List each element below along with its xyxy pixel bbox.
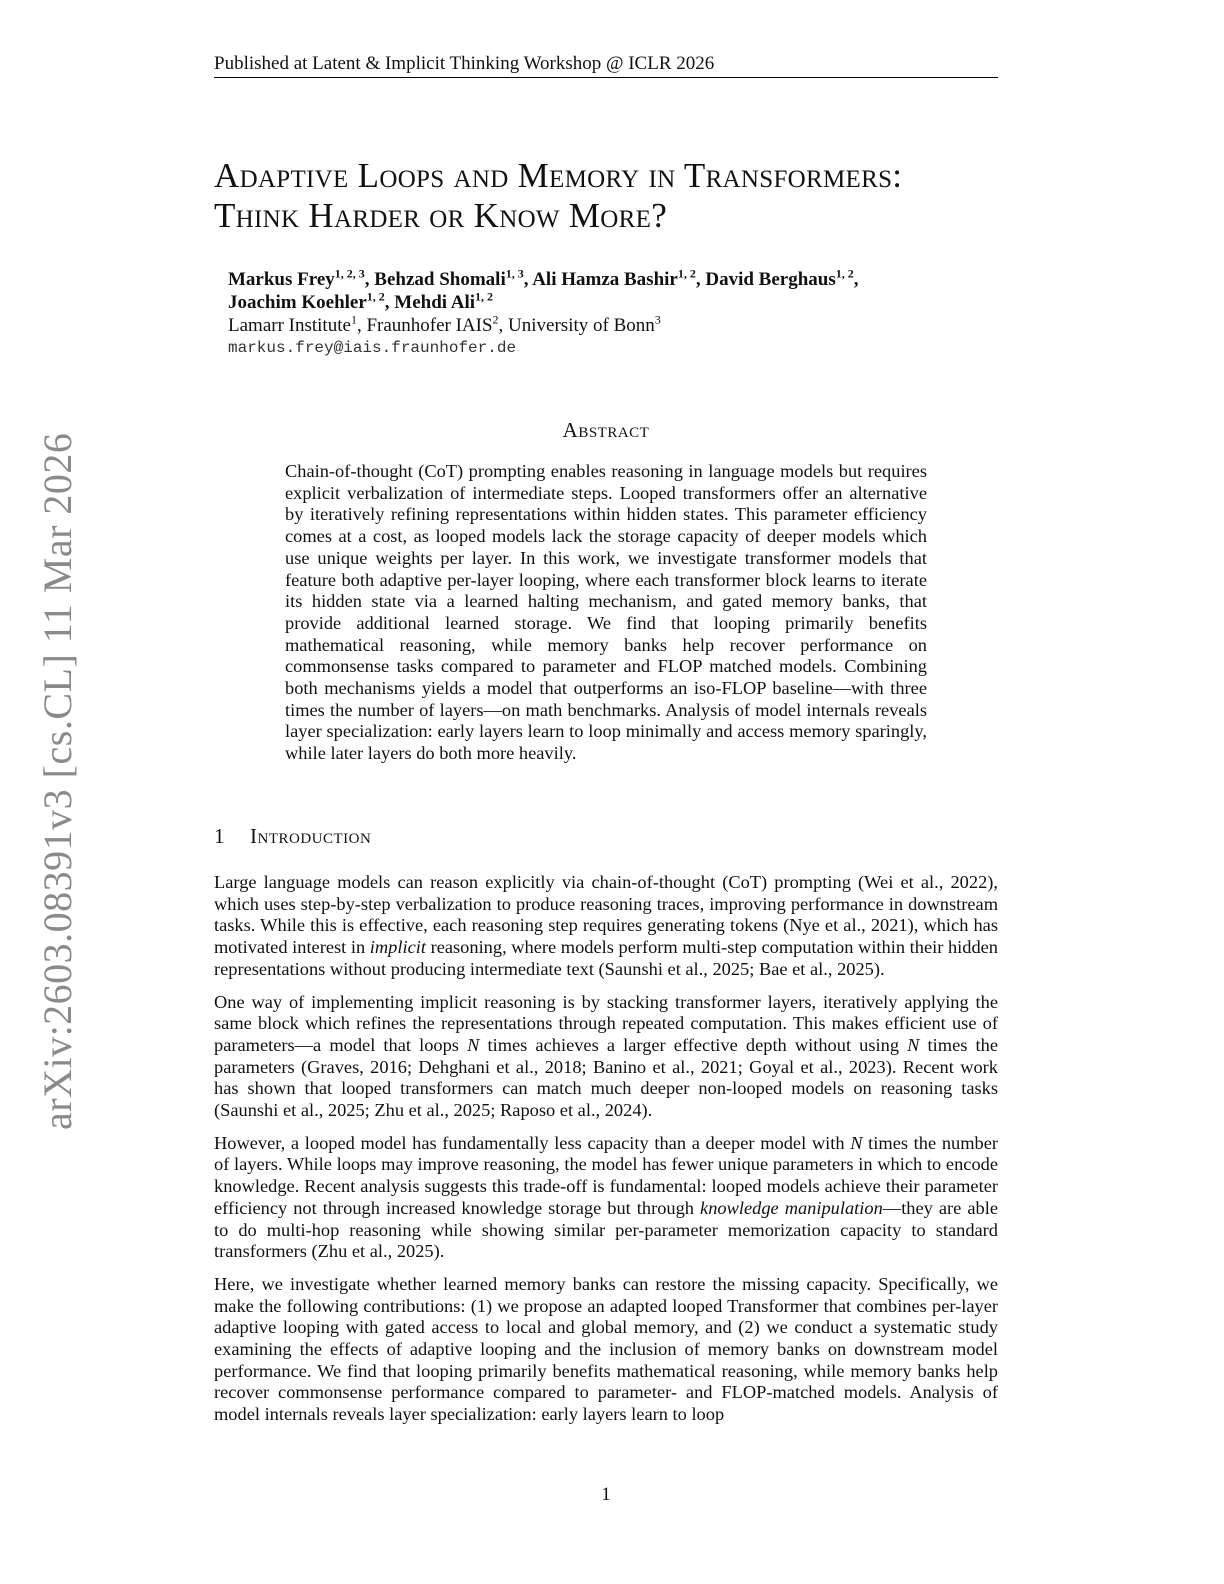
author-affil-mark: 1, 2, 3 — [334, 266, 365, 281]
section-number: 1 — [214, 824, 225, 848]
affiliation: Fraunhofer IAIS — [366, 315, 493, 336]
paragraph-text: —they are able to do multi-hop reasoning while showing similar per-parameter memorization capacity to standard transformers (Zhu et al., 2025). — [214, 1197, 998, 1262]
paragraph-text: times the parameters (Graves, 2016; Dehghani et al., 2018; Banino et al., 2021; Goyal et al., 2023). Recent work has shown that looped transformers can match much deeper non-looped models on reasoning tasks (Saunshi et al., 2025; Zhu et al., 2025; Raposo et al., 2024). — [214, 1034, 998, 1121]
section-heading — [214, 824, 998, 849]
title-line-1: Adaptive Loops and Memory in Transformers: — [214, 156, 903, 195]
author-affil-mark: 1, 2 — [475, 289, 494, 304]
affiliation-mark: 3 — [654, 312, 661, 327]
paragraph-text: However, a looped model has fundamentally less capacity than a deeper model with — [214, 1132, 851, 1153]
math-symbol: N — [850, 1132, 863, 1153]
affiliation-mark: 1 — [350, 312, 357, 327]
author-name: David Berghaus — [705, 269, 836, 290]
paragraph-text: One way of implementing implicit reasoning is by stacking transformer layers, iteratively applying the same block which refines the representations through repeated computation. This makes efficient use of parameters—a model that loops — [214, 991, 998, 1055]
author-affil-mark: 1, 2 — [835, 266, 854, 281]
affiliation-mark: 2 — [492, 312, 499, 327]
paragraph-text: reasoning, where models perform multi-step computation within their hidden representations without producing intermediate text (Saunshi et al., 2025; Bae et al., 2025). — [214, 937, 998, 979]
paragraph — [214, 992, 998, 1122]
emphasis: implicit — [369, 937, 426, 958]
author-name: Ali Hamza Bashir — [532, 269, 678, 290]
running-header: Published at Latent & Implicit Thinking Workshop @ ICLR 2026 — [214, 53, 998, 78]
paragraph-text: Large language models can reason explicitly via chain-of-thought (CoT) prompting (Wei et al., 2022), which uses step-by-step verbalization to produce reasoning traces, improving performance in downstream tasks. While this is effective, each reasoning step requires generating tokens (Nye et al., 2021), which has motivated interest in — [214, 872, 998, 958]
author-names: Markus Frey$^{1, 2, 3}$, Behzad Shomali$^{1, 3}$, Ali Hamza Bashir$^{1, 2}$, David Berghaus$^{1, 2}$, Joachim Koehler$^{1, 2}$, Mehdi Ali$^{1, 2}$ — [228, 266, 859, 313]
author-name: Behzad Shomali — [374, 269, 506, 290]
affiliation: Lamarr Institute — [228, 315, 351, 336]
page-number: 1 — [601, 1484, 611, 1505]
paragraph-text: times the number of layers. While loops may improve reasoning, the model has fewer unique parameters in which to encode knowledge. Recent analysis suggests this trade-off is fundamental: looped models achieve their parameter efficiency not through increased knowledge storage but through — [214, 1132, 998, 1218]
paper-title — [214, 156, 1014, 236]
paragraph: Here, we investigate whether learned memory banks can restore the missing capacity. Specifically, we make the following contributions: (1) we propose an adapted looped Transformer that combines per-layer adaptive looping with gated access to local and global memory, and (2) we conduct a systematic study examining the effects of adaptive looping and the inclusion of memory banks on downstream model performance. We find that looping primarily benefits mathematical reasoning, while memory banks help recover commonsense performance compared to parameter- and FLOP-matched models. Analysis of model internals reveals layer specialization: early layers learn to loop — [214, 1273, 998, 1425]
author-block — [228, 268, 1008, 360]
author-affil-mark: 1, 3 — [505, 266, 524, 281]
abstract-text: Chain-of-thought (CoT) prompting enables reasoning in language models but requires explicit verbalization of intermediate steps. Looped transformers offer an alternative by iteratively refining representations within hidden states. This parameter efficiency comes at a cost, as looped models lack the storage capacity of deeper models which use unique weights per layer. In this work, we investigate transformer models that feature both adaptive per-layer looping, where each transformer block learns to iterate its hidden state via a learned halting mechanism, and gated memory banks, that provide additional learned storage. We find that looping primarily benefits mathematical reasoning, while memory banks help recover performance on commonsense tasks compared to parameter and FLOP matched models. Combining both mechanisms yields a model that outperforms an iso-FLOP baseline—with three times the number of layers—on math benchmarks. Analysis of model internals reveals layer specialization: early layers learn to loop minimally and access memory sparingly, while later layers do both more heavily. — [285, 461, 927, 764]
emphasis: knowledge manipulation — [700, 1197, 883, 1218]
title-line-2: Think Harder or Know More? — [214, 196, 668, 235]
abstract-heading: Abstract — [562, 418, 650, 442]
author-affil-mark: 1, 2 — [677, 266, 696, 281]
author-name: Joachim Koehler — [228, 292, 367, 313]
author-affil-mark: 1, 2 — [366, 289, 385, 304]
math-symbol: N — [467, 1034, 480, 1055]
math-symbol: N — [907, 1034, 920, 1055]
affiliations: Lamarr Institute$^1$, Fraunhofer IAIS$^2$, University of Bonn$^3$ — [228, 312, 661, 336]
affiliation: University of Bonn — [508, 315, 655, 336]
paragraph — [214, 872, 998, 981]
paragraph-text: times achieves a larger effective depth without using — [479, 1034, 908, 1055]
author-name: Mehdi Ali — [394, 292, 476, 313]
arxiv-stamp: arXiv:2603.08391v3 [cs.CL] 11 Mar 2026 — [35, 432, 80, 1130]
author-name: Markus Frey — [228, 269, 335, 290]
paragraph — [214, 1133, 998, 1263]
section-title: Introduction — [250, 824, 372, 848]
section-body — [214, 872, 998, 1437]
author-email[interactable]: markus.frey@iais.fraunhofer.de — [228, 339, 517, 357]
